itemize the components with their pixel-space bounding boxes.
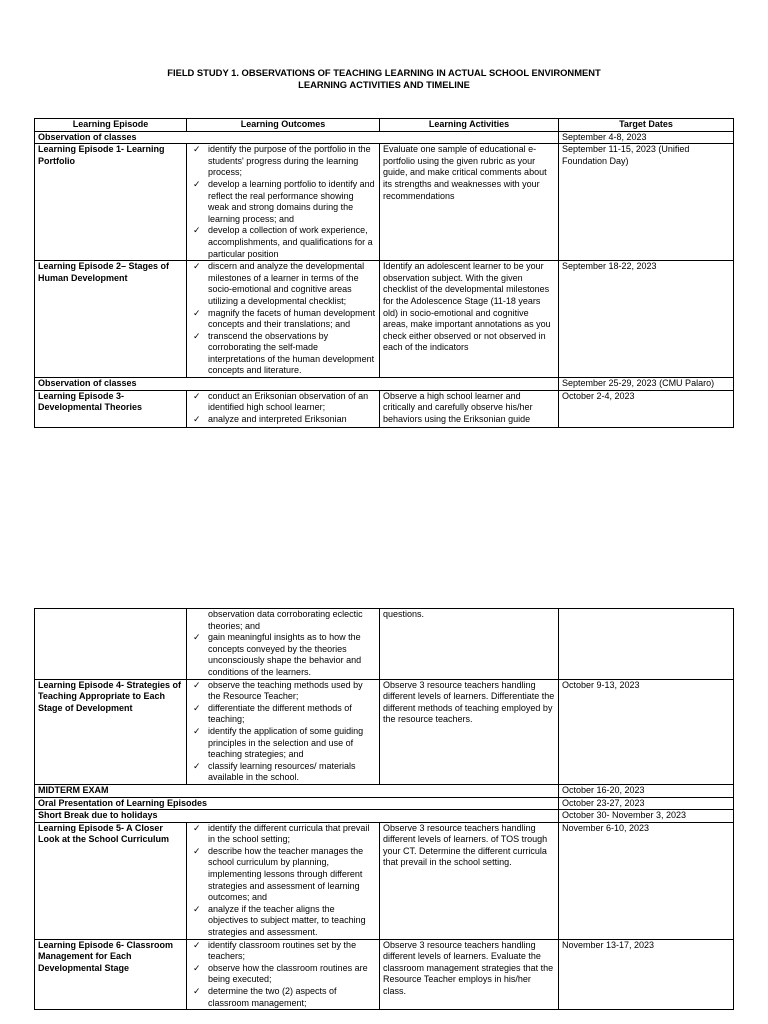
outcome-item: ✓ transcend the observations by corroborating the self-made interpretations of the human development concepts and literature. xyxy=(190,331,376,377)
row-label: Observation of classes xyxy=(35,378,559,391)
outcomes-cell xyxy=(187,609,380,680)
row-date: September 11-15, 2023 (Unified Foundation Day) xyxy=(559,144,734,261)
document-title-line1: FIELD STUDY 1. OBSERVATIONS OF TEACHING LEARNING IN ACTUAL SCHOOL ENVIRONMENT xyxy=(167,67,601,78)
outcomes-cell xyxy=(187,144,380,261)
header-learning-activities: Learning Activities xyxy=(380,119,559,132)
row-date: October 2-4, 2023 xyxy=(559,390,734,427)
table-row xyxy=(35,609,734,680)
episode-title: Learning Episode 4- Strategies of Teaching Appropriate to Each Stage of Development xyxy=(35,679,187,784)
outcome-item: ✓ determine the two (2) aspects of classroom management; xyxy=(190,986,376,1009)
outcomes-cell xyxy=(187,939,380,1010)
outcome-item: ✓ identify the application of some guiding principles in the selection and use of teaching strategies; and xyxy=(190,726,376,761)
episode-title: Learning Episode 6- Classroom Management for Each Developmental Stage xyxy=(35,939,187,1010)
outcomes-cell xyxy=(187,390,380,427)
outcome-item: observation data corroborating eclectic theories; and xyxy=(208,609,363,631)
outcome-item: ✓ conduct an Eriksonian observation of an identified high school learner; xyxy=(190,391,376,414)
activity-cell: Observe 3 resource teachers handling different levels of learners. of TOS trough your CT. Determine the different curricula that prevail in the school setting. xyxy=(380,822,559,939)
document-title-line2: LEARNING ACTIVITIES AND TIMELINE xyxy=(298,79,470,90)
row-date: October 9-13, 2023 xyxy=(559,679,734,784)
timeline-table-page1 xyxy=(34,118,734,428)
episode-title xyxy=(35,609,187,680)
table-row xyxy=(35,390,734,427)
outcome-item: ✓ gain meaningful insights as to how the concepts conveyed by the theories unconsciously shape the behavior and conditions of the learners. xyxy=(190,632,376,678)
outcome-item: ✓ develop a collection of work experience, accomplishments, and qualifications for a particular position xyxy=(190,225,376,260)
outcome-item: ✓ observe how the classroom routines are being executed; xyxy=(190,963,376,986)
table-row xyxy=(35,261,734,378)
outcome-item: ✓ discern and analyze the developmental milestones of a learner in terms of the socio-emotional and cognitive areas utilizing a developmental checklist; xyxy=(190,261,376,307)
episode-title: Learning Episode 5- A Closer Look at the School Curriculum xyxy=(35,822,187,939)
activity-cell: Observe 3 resource teachers handling different levels of learners. Evaluate the classroom management strategies that the Resource Teacher employs in his/her class. xyxy=(380,939,559,1010)
header-target-dates: Target Dates xyxy=(559,119,734,132)
activity-cell: Observe 3 resource teachers handling different levels of learners. Differentiate the different methods of teaching employed by the resource teachers. xyxy=(380,679,559,784)
table-header-row xyxy=(35,119,734,132)
row-date: September 25-29, 2023 (CMU Palaro) xyxy=(559,378,734,391)
outcome-item: ✓ analyze and interpreted Eriksonian xyxy=(190,414,376,426)
table-row xyxy=(35,679,734,784)
outcome-item: ✓ magnify the facets of human development concepts and their translations; and xyxy=(190,308,376,331)
header-learning-outcomes: Learning Outcomes xyxy=(187,119,380,132)
table-row xyxy=(35,810,734,823)
outcomes-cell xyxy=(187,822,380,939)
row-date: September 18-22, 2023 xyxy=(559,261,734,378)
table-row xyxy=(35,784,734,797)
table-row xyxy=(35,797,734,810)
row-label: Short Break due to holidays xyxy=(35,810,559,823)
episode-title: Learning Episode 3- Developmental Theories xyxy=(35,390,187,427)
row-date xyxy=(559,609,734,680)
outcome-item: ✓ differentiate the different methods of teaching; xyxy=(190,703,376,726)
outcomes-cell xyxy=(187,679,380,784)
activity-cell: questions. xyxy=(380,609,559,680)
row-date: October 23-27, 2023 xyxy=(559,797,734,810)
outcomes-cell xyxy=(187,261,380,378)
row-label: MIDTERM EXAM xyxy=(35,784,559,797)
table-row xyxy=(35,939,734,1010)
row-date: October 16-20, 2023 xyxy=(559,784,734,797)
row-date: September 4-8, 2023 xyxy=(559,131,734,144)
table-row xyxy=(35,378,734,391)
outcome-item: ✓ identify classroom routines set by the teachers; xyxy=(190,940,376,963)
table-row xyxy=(35,131,734,144)
row-label: Observation of classes xyxy=(35,131,559,144)
activity-cell: Observe a high school learner and critically and carefully observe his/her behaviors using the Eriksonian guide xyxy=(380,390,559,427)
timeline-table-page2 xyxy=(34,608,734,1010)
episode-title: Learning Episode 2– Stages of Human Development xyxy=(35,261,187,378)
outcome-item: ✓ identify the purpose of the portfolio in the students' progress during the learning process; xyxy=(190,144,376,179)
row-date: November 13-17, 2023 xyxy=(559,939,734,1010)
row-label: Oral Presentation of Learning Episodes xyxy=(35,797,559,810)
outcome-item: ✓ describe how the teacher manages the school curriculum by planning, implementing lessons through different strategies and assessment of learning outcomes; and xyxy=(190,846,376,904)
outcome-item: ✓ identify the different curricula that prevail in the school setting; xyxy=(190,823,376,846)
row-date: November 6-10, 2023 xyxy=(559,822,734,939)
episode-title: Learning Episode 1- Learning Portfolio xyxy=(35,144,187,261)
row-date: October 30- November 3, 2023 xyxy=(559,810,734,823)
activity-cell: Evaluate one sample of educational e-portfolio using the given rubric as your guide, and make critical comments about its strengths and weaknesses with your recommendations xyxy=(380,144,559,261)
outcome-item: ✓ develop a learning portfolio to identify and reflect the real performance showing weak and strong domains during the learning process; and xyxy=(190,179,376,225)
table-row xyxy=(35,144,734,261)
outcome-item: ✓ observe the teaching methods used by the Resource Teacher; xyxy=(190,680,376,703)
outcome-item: ✓ analyze if the teacher aligns the objectives to subject matter, to teaching strategies and assessment. xyxy=(190,904,376,939)
table-row xyxy=(35,822,734,939)
header-learning-episode: Learning Episode xyxy=(35,119,187,132)
activity-cell: Identify an adolescent learner to be your observation subject. With the given checklist of the developmental milestones for the Adolescence Stage (11-18 years old) in socio-emotional and cognitive areas, make important annotations as you check either observed or not observed in each of the indicators xyxy=(380,261,559,378)
outcome-item: ✓ classify learning resources/ materials available in the school. xyxy=(190,761,376,784)
